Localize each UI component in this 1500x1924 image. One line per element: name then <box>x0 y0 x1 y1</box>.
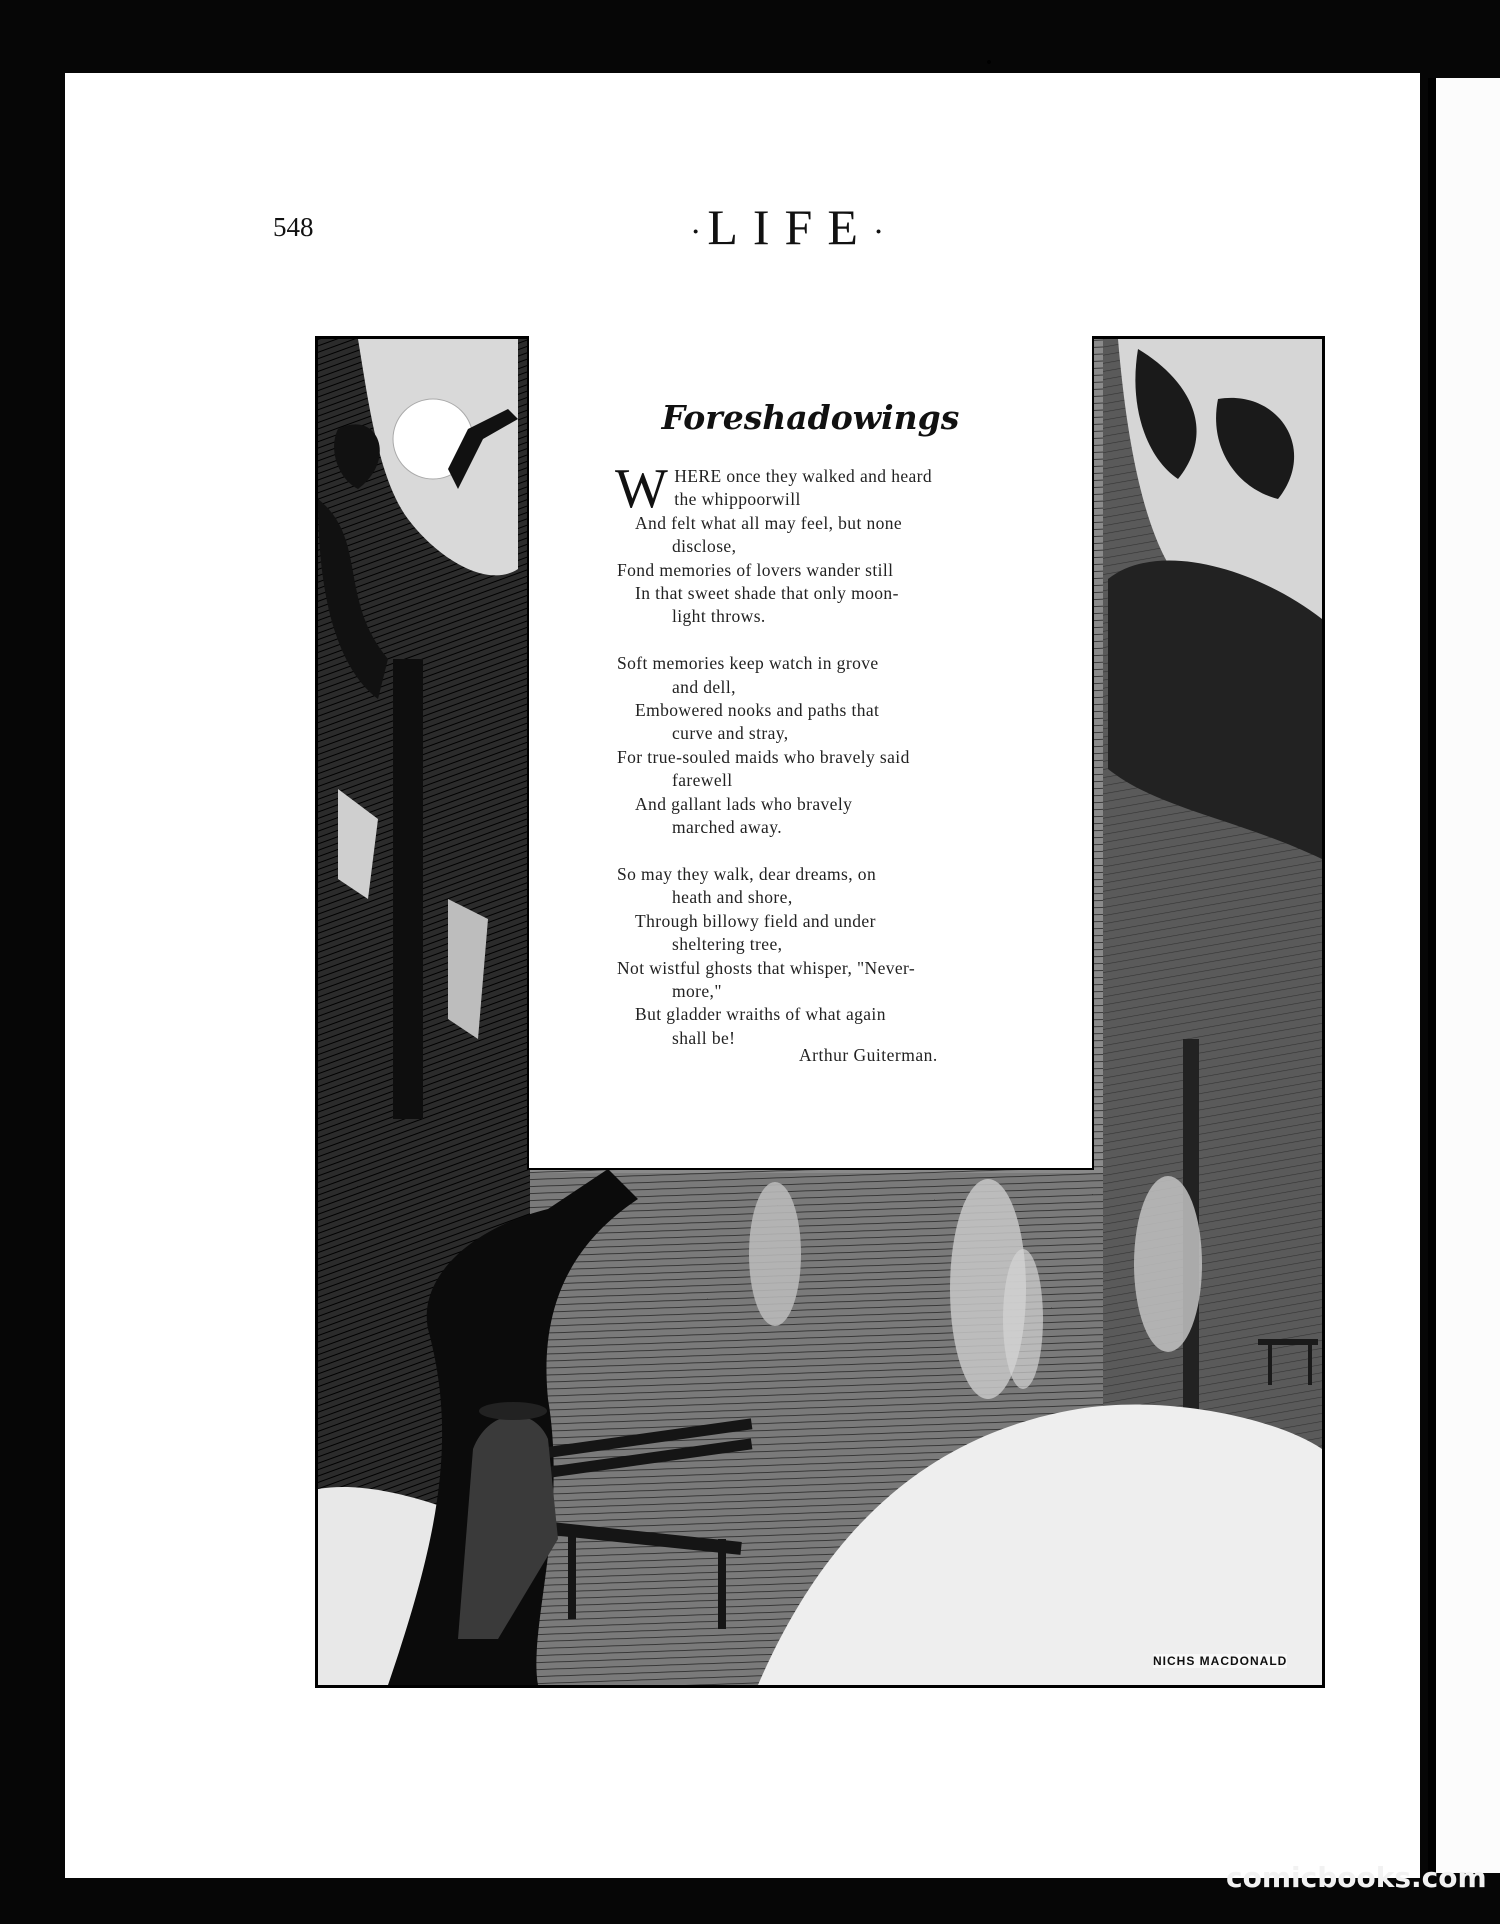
artist-signature: NICHS MACDONALD <box>1153 1654 1288 1668</box>
poem-panel <box>527 336 1094 1170</box>
ghost-couple-left <box>749 1182 801 1326</box>
poem-line: curve and stray, <box>672 723 789 744</box>
poem-body <box>615 458 1047 1074</box>
poem-stanza <box>615 458 1047 629</box>
poem-line: Not wistful ghosts that whisper, "Never- <box>617 957 916 978</box>
poem-line: marched away. <box>672 817 782 838</box>
poem-line: light throws. <box>672 606 766 627</box>
poem-line: Embowered nooks and paths that <box>635 700 880 721</box>
facing-page-edge <box>1428 78 1500 1873</box>
masthead <box>690 198 890 256</box>
poem-line: heath and shore, <box>672 887 793 908</box>
poem-line: and dell, <box>672 676 736 697</box>
masthead-dot-right: · <box>872 213 891 251</box>
poem-line: And felt what all may feel, but none <box>635 512 903 533</box>
watermark: comicbooks.com <box>1226 1861 1487 1894</box>
poem-line: But gladder wraiths of what again <box>635 1004 886 1025</box>
masthead-dot-left: · <box>690 213 708 251</box>
poem-line: HERE once they walked and heard <box>674 466 933 486</box>
ghost-couple-right <box>1134 1176 1202 1352</box>
scan-speck <box>987 60 991 64</box>
poem-line: Soft memories keep watch in grove <box>617 653 879 674</box>
poem-line: In that sweet shade that only moon- <box>635 583 899 604</box>
poem-line: So may they walk, dear dreams, on <box>617 863 877 884</box>
poem-line: the whippoorwill <box>674 489 801 510</box>
poem-line: shall be! <box>672 1027 736 1048</box>
masthead-title: LIFE <box>707 199 873 255</box>
poem-line: Through billowy field and under <box>635 910 876 931</box>
drop-cap: W <box>615 458 669 520</box>
poem-line: For true-souled maids who bravely said <box>617 746 910 767</box>
poem-line: Fond memories of lovers wander still <box>617 559 894 580</box>
poem-line: disclose, <box>672 536 737 557</box>
poem-line: farewell <box>672 770 733 791</box>
page-number: 548 <box>273 212 314 242</box>
poem-line: more," <box>672 980 722 1001</box>
poem-author: Arthur Guiterman. <box>799 1045 938 1065</box>
poem-line: sheltering tree, <box>672 934 783 955</box>
poem-title: Foreshadowings <box>661 398 960 437</box>
poem-stanza <box>617 652 1047 839</box>
poem-stanza <box>617 863 1047 1050</box>
poem-line: And gallant lads who bravely <box>635 793 853 814</box>
left-tree-trunk <box>393 659 423 1119</box>
